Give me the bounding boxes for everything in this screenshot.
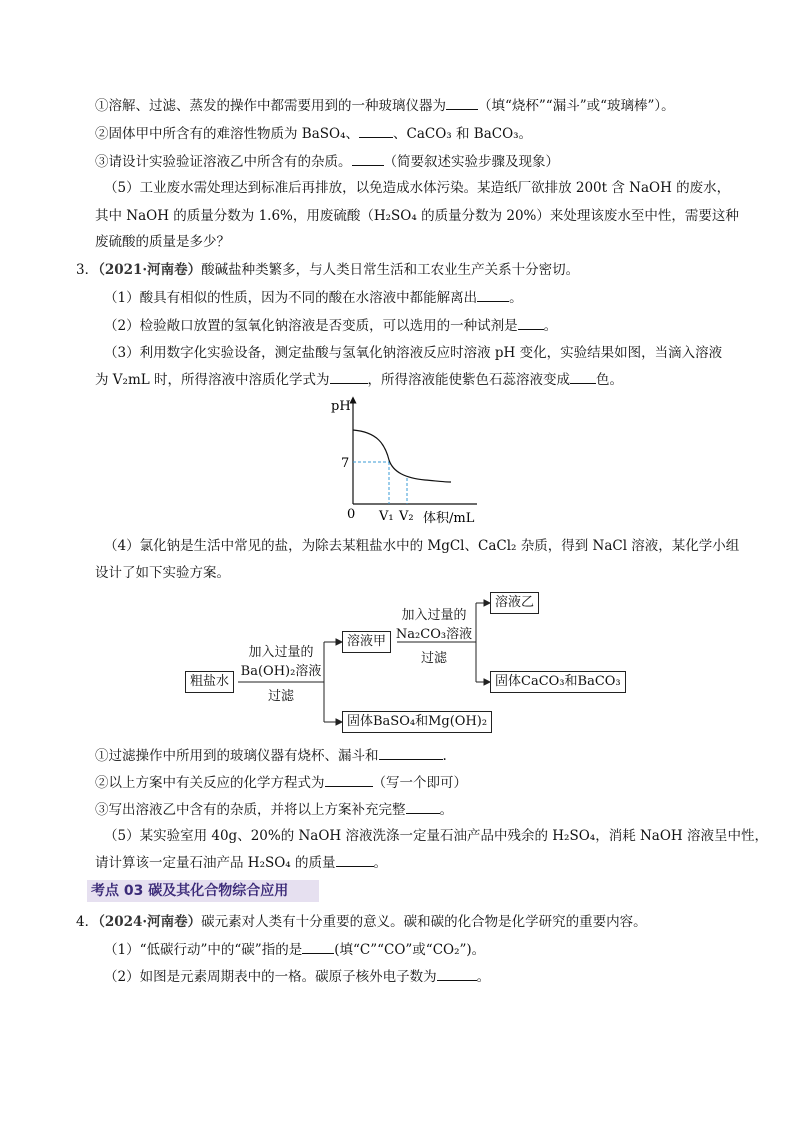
question-line: ①过滤操作中所用到的玻璃仪器有烧杯、漏斗和 .	[95, 745, 447, 766]
y-axis-label: pH	[331, 399, 351, 414]
question-line: （2）检验敞口放置的氢氧化钠溶液是否变质，可以选用的一种试剂是 。	[104, 315, 557, 336]
flow-box-crude-brine: 粗盐水	[185, 671, 234, 693]
answer-blank[interactable]	[437, 966, 477, 981]
flow-step2-filter: 过滤	[420, 651, 447, 666]
flow-step1-label: 加入过量的 Ba(OH)₂溶液	[240, 645, 322, 679]
answer-blank[interactable]	[325, 772, 373, 787]
question-line: （1）“低碳行动”中的“碳”指的是 (填“C”“CO”或“CO₂”)。	[104, 939, 485, 960]
question-line: （1）酸具有相似的性质，因为不同的酸在水溶液中都能解离出 。	[104, 287, 523, 308]
flow-box-solid-carbonates: 固体CaCO₃和BaCO₃	[490, 671, 626, 693]
question-line: ③写出溶液乙中含有的杂质，并将以上方案补充完整 。	[95, 799, 453, 820]
flow-step1-filter: 过滤	[267, 689, 294, 704]
question-line: （5）某实验室用 40g、20%的 NaOH 溶液洗涤一定量石油产品中残余的 H₂SO₄，消耗 NaOH 溶液呈中性，	[104, 828, 768, 844]
question-line: 请计算该一定量石油产品 H₂SO₄ 的质量 。	[95, 852, 387, 873]
question-line: ①溶解、过滤、蒸发的操作中都需要用到的一种玻璃仪器为 （填“烧杯”“漏斗”或“玻璃棒”）。	[95, 95, 675, 116]
origin-label: 0	[347, 507, 356, 522]
flow-box-solution-a: 溶液甲	[342, 631, 391, 653]
answer-blank[interactable]	[302, 939, 334, 954]
answer-blank[interactable]	[379, 745, 443, 760]
question-line: 为 V₂mL 时，所得溶液中溶质化学式为 ，所得溶液能使紫色石蕊溶液变成 色。	[95, 369, 623, 390]
question-line: 废硫酸的质量是多少？	[95, 234, 230, 250]
question-line: 设计了如下实验方案。	[95, 565, 230, 581]
question-line: （4）氯化钠是生活中常见的盐，为除去某粗盐水中的 MgCl、CaCl₂ 杂质，得到 NaCl 溶液，某化学小组	[104, 538, 740, 554]
question-line: （2）如图是元素周期表中的一格。碳原子核外电子数为 。	[104, 966, 490, 987]
flow-box-solid-sulfate: 固体BaSO₄和Mg(OH)₂	[342, 711, 492, 733]
tick-v2: V₂	[399, 509, 414, 524]
question-line: ③请设计实验验证溶液乙中所含有的杂质。 （简要叙述实验步骤及现象）	[95, 151, 559, 172]
question-4-header: 4．（2024·河南卷）碳元素对人类有十分重要的意义。碳和碳的化合物是化学研究的重要内容。	[76, 914, 647, 930]
answer-blank[interactable]	[336, 852, 374, 867]
flow-box-solution-b: 溶液乙	[490, 592, 539, 614]
question-3-header: 3．（2021·河南卷）酸碱盐种类繁多，与人类日常生活和工农业生产关系十分密切。	[76, 262, 580, 278]
question-line: （5）工业废水需处理达到标准后再排放，以免造成水体污染。某造纸厂欲排放 200t 含 NaOH 的废水，	[104, 180, 731, 196]
question-line: 其中 NaOH 的质量分数为 1.6%，用废硫酸（H₂SO₄ 的质量分数为 20%）来处理该废水至中性，需要这种	[95, 208, 739, 224]
answer-blank[interactable]	[406, 799, 440, 814]
section-heading: 考点 03 碳及其化合物综合应用	[87, 880, 319, 902]
question-line: ②以上方案中有关反应的化学方程式为 （写一个即可）	[95, 772, 467, 793]
x-axis-label: 体积/mL	[423, 511, 475, 526]
tick-7: 7	[341, 456, 350, 471]
question-line: （3）利用数字化实验设备，测定盐酸与氢氧化钠溶液反应时溶液 pH 变化，实验结果如图，当滴入溶液	[104, 345, 723, 361]
flow-step2-label: 加入过量的 Na₂CO₃溶液	[395, 608, 473, 642]
question-line: ②固体甲中所含有的难溶性物质为 BaSO₄、 、CaCO₃ 和 BaCO₃。	[95, 123, 532, 144]
tick-v1: V₁	[379, 509, 394, 524]
